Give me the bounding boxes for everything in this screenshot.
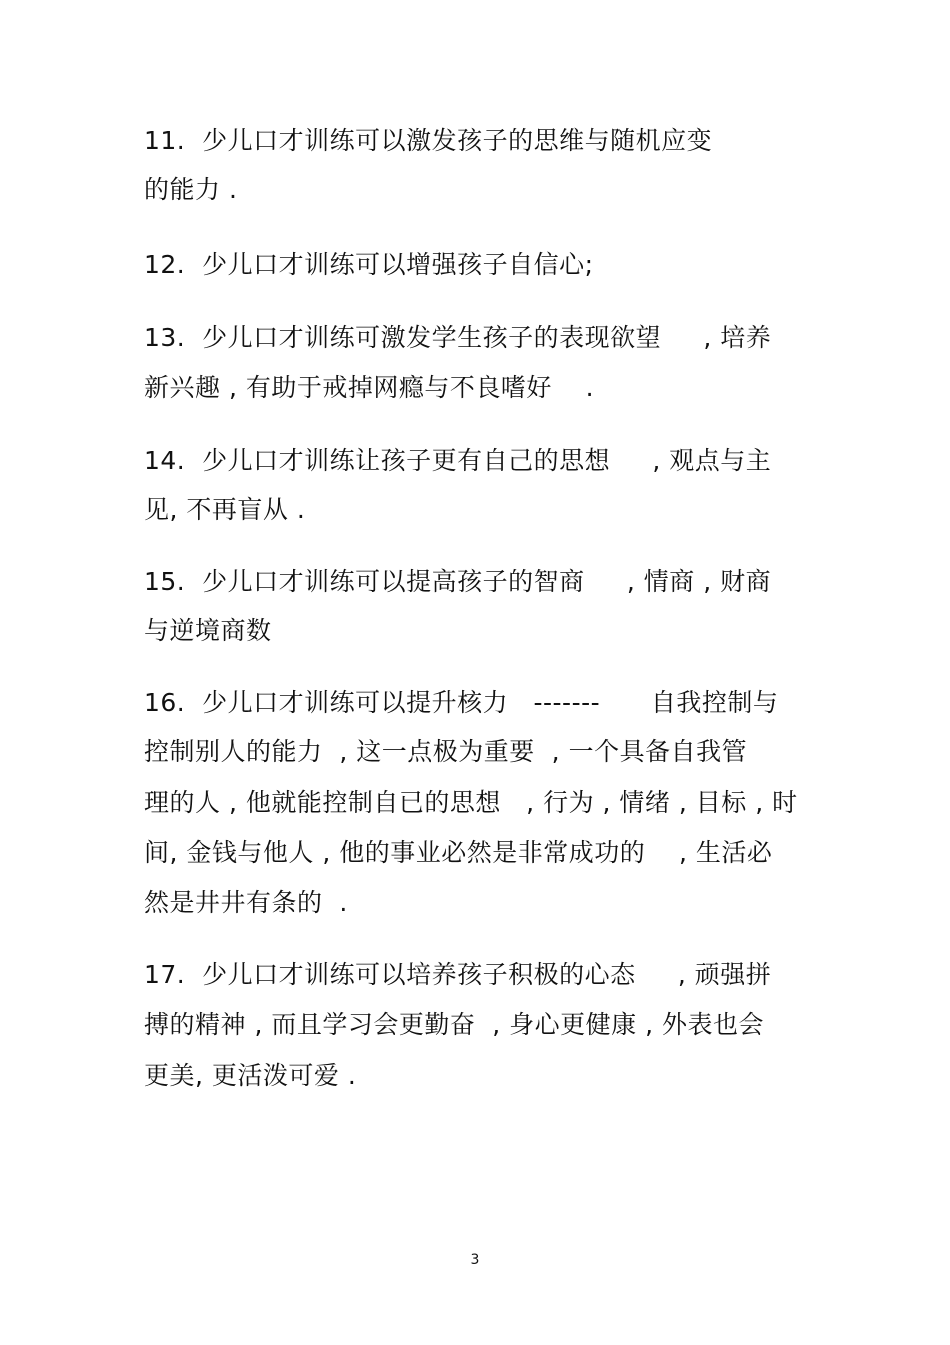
- item-15-line-1: 15. 少儿口才训练可以提高孩子的智商 , 情商 , 财商: [144, 567, 772, 596]
- item-15-line-2: 与逆境商数: [144, 616, 272, 645]
- item-11-line-2: 的能力 .: [144, 175, 238, 204]
- item-16-line-1: 16. 少儿口才训练可以提升核力 ------- 自我控制与: [144, 688, 779, 717]
- item-11-line-1: 11. 少儿口才训练可以激发孩子的思维与随机应变: [144, 126, 713, 155]
- item-16-line-3: 理的人 , 他就能控制自已的思想 , 行为 , 情绪 , 目标 , 时: [144, 788, 798, 817]
- page-number: 3: [470, 1252, 480, 1268]
- item-13-line-1: 13. 少儿口才训练可激发学生孩子的表现欲望 , 培养: [144, 323, 772, 352]
- item-17-line-2: 搏的精神 , 而且学习会更勤奋 , 身心更健康 , 外表也会: [144, 1010, 764, 1039]
- item-16-line-5: 然是井井有条的 .: [144, 888, 348, 917]
- item-16-line-2: 控制别人的能力 , 这一点极为重要 , 一个具备自我管: [144, 737, 748, 766]
- item-16-line-4: 间, 金钱与他人 , 他的事业必然是非常成功的 , 生活必: [144, 838, 773, 867]
- item-17-line-3: 更美, 更活泼可爱 .: [144, 1061, 357, 1090]
- item-14-line-2: 见, 不再盲从 .: [144, 495, 306, 524]
- item-12-line-1: 12. 少儿口才训练可以增强孩子自信心;: [144, 250, 594, 279]
- item-17-line-1: 17. 少儿口才训练可以培养孩子积极的心态 , 顽强拼: [144, 960, 772, 989]
- item-14-line-1: 14. 少儿口才训练让孩子更有自己的思想 , 观点与主: [144, 446, 772, 475]
- item-13-line-2: 新兴趣 , 有助于戒掉网瘾与不良嗜好 .: [144, 373, 595, 402]
